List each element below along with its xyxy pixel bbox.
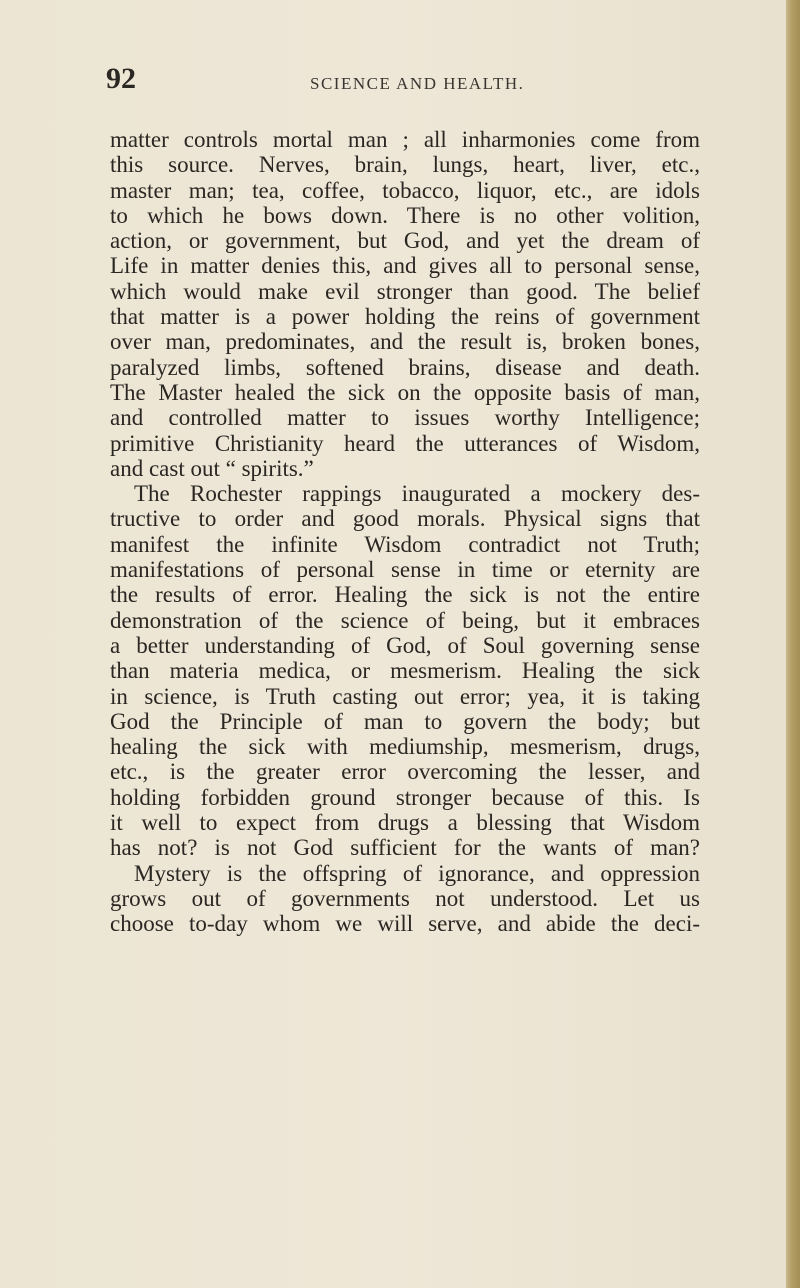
text-line: choose to-day whom we will serve, and abide the deci- [110, 911, 700, 937]
text-line: holding forbidden ground stronger because of this. Is [110, 784, 700, 810]
text-line: demonstration of the science of being, but it embraces [110, 607, 700, 633]
text-line: the results of error. Healing the sick is not the entire [110, 582, 700, 608]
text-line: manifestations of personal sense in time or eternity are [110, 557, 700, 583]
text-line: paralyzed limbs, softened brains, disease and death. [110, 354, 700, 380]
text-line: action, or government, but God, and yet the dream of [110, 228, 700, 254]
running-head [106, 62, 666, 102]
text-line: manifest the infinite Wisdom contradict not Truth; [110, 531, 700, 557]
text-line: Life in matter denies this, and gives all to personal sense, [110, 253, 700, 279]
text-line: in science, is Truth casting out error; yea, it is taking [110, 683, 700, 709]
text-line: that matter is a power holding the reins of government [110, 304, 700, 330]
body-text [110, 127, 700, 937]
text-line: The Master healed the sick on the opposite basis of man, [110, 379, 700, 405]
text-line: which would make evil stronger than good. The belief [110, 278, 700, 304]
text-line-paragraph-end: and cast out “ spirits.” [110, 455, 314, 481]
text-line: master man; tea, coffee, tobacco, liquor, etc., are idols [110, 177, 700, 203]
text-line: God the Principle of man to govern the body; but [110, 708, 700, 734]
text-line-paragraph-start: The Rochester rappings inaugurated a mockery des- [134, 481, 700, 507]
text-line: grows out of governments not understood. Let us [110, 885, 700, 911]
text-line: primitive Christianity heard the utterances of Wisdom, [110, 430, 700, 456]
text-line: it well to expect from drugs a blessing that Wisdom [110, 810, 700, 836]
text-line: over man, predominates, and the result is, broken bones, [110, 329, 700, 355]
text-line: tructive to order and good morals. Physical signs that [110, 506, 700, 532]
text-line: this source. Nerves, brain, lungs, heart, liver, etc., [110, 152, 700, 178]
text-line: matter controls mortal man ; all inharmonies come from [110, 127, 700, 152]
page-number: 92 [106, 62, 136, 95]
text-line: etc., is the greater error overcoming the lesser, and [110, 759, 700, 785]
text-line-paragraph-start: Mystery is the offspring of ignorance, and oppression [134, 860, 700, 886]
text-line: has not? is not God sufficient for the wants of man? [110, 835, 700, 861]
text-line: healing the sick with mediumship, mesmerism, drugs, [110, 734, 700, 760]
running-head-title: SCIENCE AND HEALTH. [310, 74, 525, 93]
text-line: and controlled matter to issues worthy Intelligence; [110, 405, 700, 431]
text-line: to which he bows down. There is no other volition, [110, 202, 700, 228]
page-edge [786, 0, 800, 1288]
text-line: than materia medica, or mesmerism. Healing the sick [110, 658, 700, 684]
text-line: a better understanding of God, of Soul governing sense [110, 632, 700, 658]
